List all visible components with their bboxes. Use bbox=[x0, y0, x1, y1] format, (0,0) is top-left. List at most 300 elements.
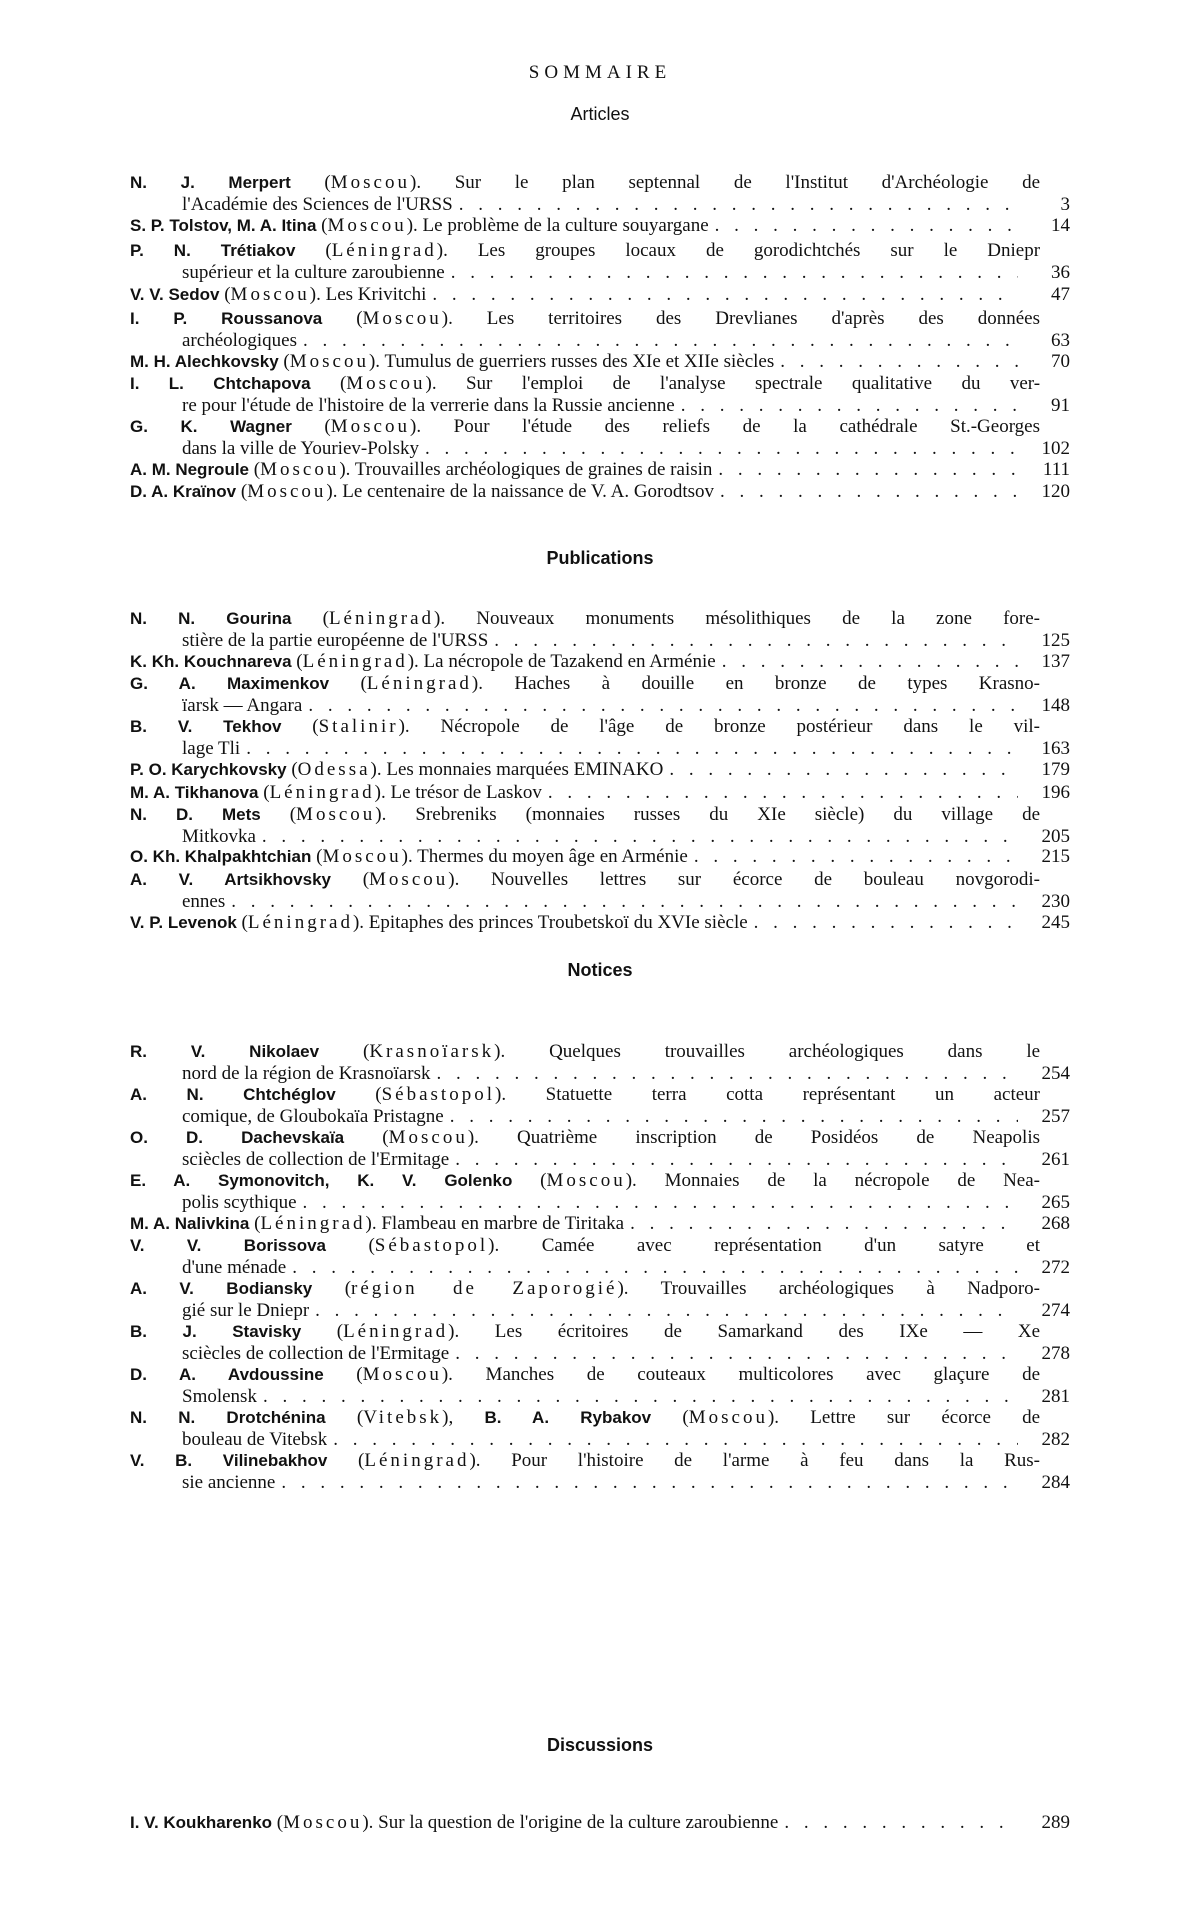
entry-continuation-line bbox=[130, 1386, 1070, 1408]
page-number: 120 bbox=[1041, 481, 1070, 502]
entry-city: Moscou bbox=[330, 416, 410, 437]
entry-text: A. V. Artsikhovsky (Moscou). Nouvelles lettres sur écorce de bouleau novgorodi- bbox=[130, 869, 1041, 890]
page-number: 254 bbox=[1041, 1062, 1070, 1084]
entry-text: M. H. Alechkovsky (Moscou). Tumulus de guerriers russes des XIe et XIIe siècles bbox=[130, 351, 775, 372]
entry-text: V. P. Levenok (Léningrad). Epitaphes des princes Troubetskoï du XVIe siècle bbox=[130, 912, 748, 933]
entry-text: N. J. Merpert (Moscou). Sur le plan septennal de l'Institut d'Archéologie de bbox=[130, 172, 1041, 193]
entry-city: Léningrad bbox=[364, 1450, 470, 1471]
entry-text: I. P. Roussanova (Moscou). Les territoires des Drevlianes d'après des données bbox=[130, 308, 1041, 329]
entry-title-continued: polis scythique bbox=[182, 1191, 297, 1213]
page-number: 281 bbox=[1041, 1385, 1070, 1407]
entry-text: V. B. Vilinebakhov (Léningrad). Pour l'histoire de l'arme à feu dans la Rus- bbox=[130, 1450, 1041, 1471]
entry-title-continued: sciècles de collection de l'Ermitage bbox=[182, 1148, 450, 1170]
entry-city: Stalinir bbox=[318, 716, 399, 737]
entry-city: Moscou bbox=[296, 804, 376, 825]
dot-leader bbox=[303, 1192, 1018, 1214]
page-number: 179 bbox=[1041, 759, 1070, 780]
toc-entry[interactable] bbox=[130, 1278, 1070, 1321]
entry-title: Camée avec représentation d'un satyre et bbox=[541, 1235, 1041, 1256]
dot-leader bbox=[432, 284, 1018, 306]
page-number: 70 bbox=[1051, 351, 1070, 372]
entry-text: P. N. Trétiakov (Léningrad). Les groupes locaux de gorodichtchés sur le Dniepr bbox=[130, 240, 1041, 261]
section-heading: Articles bbox=[570, 104, 630, 124]
entry-title-continued: ïarsk — Angara bbox=[182, 694, 303, 716]
dot-leader bbox=[292, 1257, 1018, 1279]
entry-title: Lettre sur écorce de bbox=[810, 1407, 1041, 1428]
entry-title: Tumulus de guerriers russes des XIe et XIIe siècles bbox=[384, 351, 775, 372]
entry-author: V. V. Borissova bbox=[130, 1236, 327, 1255]
entry-text: S. P. Tolstov, M. A. Itina (Moscou). Le problème de la culture souyargane bbox=[130, 215, 709, 236]
entry-author: S. P. Tolstov, M. A. Itina bbox=[130, 216, 317, 235]
entry-city: Odessa bbox=[297, 759, 371, 780]
page-number: 148 bbox=[1041, 694, 1070, 716]
entry-text: K. Kh. Kouchnareva (Léningrad). La nécropole de Tazakend en Arménie bbox=[130, 651, 716, 672]
toc-entry[interactable] bbox=[130, 1407, 1070, 1450]
entry-first-line bbox=[130, 215, 1070, 237]
page-number: 111 bbox=[1042, 459, 1070, 480]
entry-city: Moscou bbox=[289, 351, 369, 372]
entry-author: O. D. Dachevskaïa bbox=[130, 1128, 345, 1147]
entry-author: D. A. Avdoussine bbox=[130, 1365, 324, 1384]
entry-title: Statuette terra cotta représentant un acteur bbox=[545, 1084, 1041, 1105]
entry-title-continued: Smolensk bbox=[182, 1385, 257, 1407]
dot-leader bbox=[630, 1213, 1018, 1235]
entry-first-line bbox=[130, 373, 1070, 395]
page-number: 14 bbox=[1051, 215, 1070, 236]
page-number: 284 bbox=[1041, 1471, 1070, 1493]
entry-first-line bbox=[130, 846, 1070, 868]
entry-first-line bbox=[130, 1213, 1070, 1235]
dot-leader bbox=[784, 1812, 1018, 1834]
entry-title: Pour l'histoire de l'arme à feu dans la Rus- bbox=[511, 1450, 1041, 1471]
toc-entry[interactable] bbox=[130, 1170, 1070, 1213]
toc-entry[interactable] bbox=[130, 1364, 1070, 1407]
dot-leader bbox=[681, 395, 1018, 417]
page-number: 245 bbox=[1041, 912, 1070, 933]
entry-text: B. V. Tekhov (Stalinir). Nécropole de l'âge de bronze postérieur dans le vil- bbox=[130, 716, 1041, 737]
entry-text: E. A. Symonovitch, K. V. Golenko (Moscou). Monnaies de la nécropole de Nea- bbox=[130, 1170, 1040, 1191]
entry-title: Manches de couteaux multicolores avec glaçure de bbox=[485, 1364, 1040, 1385]
page-number: 215 bbox=[1041, 846, 1070, 867]
entry-text: N. D. Mets (Moscou). Srebreniks (monnaies russes du XIe siècle) du village de bbox=[130, 804, 1041, 825]
entry-city: Moscou bbox=[688, 1407, 768, 1428]
page-number: 196 bbox=[1041, 782, 1070, 803]
entry-first-line bbox=[130, 416, 1070, 438]
toc-entry[interactable] bbox=[130, 1812, 1070, 1834]
dot-leader bbox=[722, 651, 1018, 673]
entry-author: B. A. Rybakov bbox=[484, 1408, 652, 1427]
entry-title: Quatrième inscription de Posidéos de Neapolis bbox=[517, 1127, 1041, 1148]
entry-first-line bbox=[130, 759, 1070, 781]
dot-leader bbox=[262, 826, 1018, 848]
page-number: 261 bbox=[1041, 1148, 1070, 1170]
entry-author: M. H. Alechkovsky bbox=[130, 352, 279, 371]
entry-city: Sébastopol bbox=[374, 1235, 489, 1256]
page-number: 36 bbox=[1051, 261, 1070, 283]
entry-title: Quelques trouvailles archéologiques dans le bbox=[549, 1041, 1041, 1062]
entry-title: Trouvailles archéologiques de graines de raisin bbox=[354, 459, 713, 480]
entry-author: I. L. Chtchapova bbox=[130, 374, 311, 393]
entry-author: A. N. Chtchéglov bbox=[130, 1085, 336, 1104]
entry-text: D. A. Kraïnov (Moscou). Le centenaire de la naissance de V. A. Gorodtsov bbox=[130, 481, 715, 502]
entry-author: B. V. Tekhov bbox=[130, 717, 282, 736]
toc-entry[interactable] bbox=[130, 1084, 1070, 1127]
entry-continuation-line bbox=[130, 1429, 1070, 1451]
page-number: 278 bbox=[1041, 1342, 1070, 1364]
entry-city: Moscou bbox=[369, 869, 449, 890]
entry-city: Moscou bbox=[260, 459, 340, 480]
entry-first-line bbox=[130, 1127, 1070, 1149]
entry-first-line bbox=[130, 1170, 1070, 1192]
dot-leader bbox=[715, 215, 1018, 237]
entry-city: Krasnoïarsk bbox=[369, 1041, 495, 1062]
section-heading: Publications bbox=[546, 548, 654, 568]
entry-first-line bbox=[130, 481, 1070, 503]
toc-entry[interactable] bbox=[130, 1041, 1070, 1084]
toc-entry[interactable] bbox=[130, 673, 1070, 716]
entry-author: R. V. Nikolaev bbox=[130, 1042, 320, 1061]
entry-first-line bbox=[130, 172, 1070, 194]
entry-city: Sébastopol bbox=[381, 1084, 495, 1105]
entry-author: K. Kh. Kouchnareva bbox=[130, 652, 292, 671]
page-number: 265 bbox=[1041, 1191, 1070, 1213]
entry-title: Thermes du moyen âge en Arménie bbox=[417, 846, 688, 867]
entry-first-line bbox=[130, 1321, 1070, 1343]
entry-title: Les territoires des Drevlianes d'après des données bbox=[486, 308, 1041, 329]
page-number: 230 bbox=[1041, 890, 1070, 912]
entry-first-line bbox=[130, 1407, 1070, 1429]
toc-entry[interactable] bbox=[130, 215, 1070, 237]
entry-city: Léningrad bbox=[269, 782, 375, 803]
page-number: 257 bbox=[1041, 1105, 1070, 1127]
dot-leader bbox=[333, 1429, 1018, 1451]
entry-title: Le problème de la culture souyargane bbox=[422, 215, 709, 236]
entry-title: Nouveaux monuments mésolithiques de la zone fore- bbox=[476, 608, 1041, 629]
entry-city: Moscou bbox=[283, 1812, 363, 1833]
entry-author: V. V. Sedov bbox=[130, 285, 220, 304]
toc-entry[interactable] bbox=[130, 172, 1070, 215]
entry-author: N. N. Gourina bbox=[130, 609, 292, 628]
entry-text: G. K. Wagner (Moscou). Pour l'étude des reliefs de la cathédrale St.-Georges bbox=[130, 416, 1041, 437]
entry-author: V. B. Vilinebakhov bbox=[130, 1451, 328, 1470]
entry-continuation-line bbox=[130, 438, 1070, 460]
toc-entry[interactable] bbox=[130, 284, 1070, 306]
page-number: 102 bbox=[1041, 437, 1070, 459]
toc-entry[interactable] bbox=[130, 716, 1070, 759]
entry-text: I. V. Koukharenko (Moscou). Sur la question de l'origine de la culture zaroubienne bbox=[130, 1812, 779, 1833]
entry-continuation-line bbox=[130, 826, 1070, 848]
entry-title-continued: d'une ménade bbox=[182, 1256, 287, 1278]
toc-entry[interactable] bbox=[130, 1450, 1070, 1493]
entry-city: Léningrad bbox=[331, 240, 437, 261]
entry-title-continued: nord de la région de Krasnoïarsk bbox=[182, 1062, 431, 1084]
toc-entry[interactable] bbox=[130, 351, 1070, 373]
entry-author: V. P. Levenok bbox=[130, 913, 237, 932]
entry-city: Moscou bbox=[327, 215, 407, 236]
entry-title-continued: dans la ville de Youriev-Polsky bbox=[182, 437, 419, 459]
entry-continuation-line bbox=[130, 738, 1070, 760]
entry-text: A. M. Negroule (Moscou). Trouvailles archéologiques de graines de raisin bbox=[130, 459, 713, 480]
entry-title: Trouvailles archéologiques à Nadporo- bbox=[660, 1278, 1041, 1299]
page-number: 274 bbox=[1041, 1299, 1070, 1321]
entry-author: I. V. Koukharenko bbox=[130, 1813, 273, 1832]
entry-first-line bbox=[130, 284, 1070, 306]
entry-continuation-line bbox=[130, 1149, 1070, 1171]
dot-leader bbox=[437, 1063, 1018, 1085]
entry-first-line bbox=[130, 912, 1070, 934]
toc-entry[interactable] bbox=[130, 869, 1070, 912]
dot-leader bbox=[754, 912, 1018, 934]
toc-entry[interactable] bbox=[130, 651, 1070, 673]
entry-first-line bbox=[130, 308, 1070, 330]
entry-title: Pour l'étude des reliefs de la cathédrale St.-Georges bbox=[453, 416, 1041, 437]
dot-leader bbox=[455, 1343, 1018, 1365]
entry-continuation-line bbox=[130, 1106, 1070, 1128]
entry-continuation-line bbox=[130, 262, 1070, 284]
entry-title: Epitaphes des princes Troubetskoï du XVIe siècle bbox=[368, 912, 748, 933]
entry-first-line bbox=[130, 651, 1070, 673]
page-number: 289 bbox=[1041, 1812, 1070, 1833]
entry-author: D. A. Kraïnov bbox=[130, 482, 237, 501]
entry-author: G. A. Maximenkov bbox=[130, 674, 330, 693]
entry-title: Les Krivitchi bbox=[325, 284, 427, 305]
entry-title-continued: re pour l'étude de l'histoire de la verrerie dans la Russie ancienne bbox=[182, 394, 675, 416]
entry-city: Moscou bbox=[362, 1364, 442, 1385]
dot-leader bbox=[694, 846, 1018, 868]
entry-title-continued: comique, de Gloubokaïa Pristagne bbox=[182, 1105, 444, 1127]
entry-city: Moscou bbox=[546, 1170, 626, 1191]
page-number: 282 bbox=[1041, 1428, 1070, 1450]
entry-continuation-line bbox=[130, 891, 1070, 913]
entry-author: B. J. Stavisky bbox=[130, 1322, 302, 1341]
entry-text: I. L. Chtchapova (Moscou). Sur l'emploi de l'analyse spectrale qualitative du ver- bbox=[130, 373, 1041, 394]
entry-author: A. M. Negroule bbox=[130, 460, 250, 479]
entry-author: N. N. Drotchénina bbox=[130, 1408, 326, 1427]
entry-city: Moscou bbox=[330, 172, 410, 193]
entry-first-line bbox=[130, 240, 1070, 262]
entry-city: Léningrad bbox=[328, 608, 435, 629]
entry-text: A. V. Bodiansky (région de Zaporogié). Trouvailles archéologiques à Nadporo- bbox=[130, 1278, 1041, 1299]
entry-city: Léningrad bbox=[366, 673, 472, 694]
entry-title-continued: ennes bbox=[182, 890, 226, 912]
entry-title: Les groupes locaux de gorodichtchés sur le Dniepr bbox=[477, 240, 1041, 261]
entry-author: N. J. Merpert bbox=[130, 173, 291, 192]
entry-author: G. K. Wagner bbox=[130, 417, 292, 436]
entry-first-line bbox=[130, 608, 1070, 630]
toc-entry[interactable] bbox=[130, 373, 1070, 416]
entry-title-continued: gié sur le Dniepr bbox=[182, 1299, 310, 1321]
dot-leader bbox=[780, 351, 1018, 373]
entry-first-line bbox=[130, 1278, 1070, 1300]
entry-continuation-line bbox=[130, 1192, 1070, 1214]
entry-text: V. V. Sedov (Moscou). Les Krivitchi bbox=[130, 284, 427, 305]
dot-leader bbox=[720, 481, 1018, 503]
toc-entry[interactable] bbox=[130, 846, 1070, 868]
page-number: 3 bbox=[1060, 193, 1070, 215]
entry-text: A. N. Chtchéglov (Sébastopol). Statuette terra cotta représentant un acteur bbox=[130, 1084, 1041, 1105]
entry-first-line bbox=[130, 1235, 1070, 1257]
entry-title-continued: l'Académie des Sciences de l'URSS bbox=[182, 193, 453, 215]
entry-title: Les monnaies marquées EMINAKO bbox=[386, 759, 664, 780]
entry-continuation-line bbox=[130, 1343, 1070, 1365]
entry-text: R. V. Nikolaev (Krasnoïarsk). Quelques trouvailles archéologiques dans le bbox=[130, 1041, 1041, 1062]
entry-text: P. O. Karychkovsky (Odessa). Les monnaies marquées EMINAKO bbox=[130, 759, 664, 780]
entry-continuation-line bbox=[130, 194, 1070, 216]
dot-leader bbox=[548, 782, 1018, 804]
dot-leader bbox=[425, 438, 1018, 460]
entry-author: A. V. Artsikhovsky bbox=[130, 870, 331, 889]
page-number: 125 bbox=[1041, 629, 1070, 651]
toc-entry[interactable] bbox=[130, 759, 1070, 781]
entry-continuation-line bbox=[130, 1257, 1070, 1279]
dot-leader bbox=[450, 1106, 1018, 1128]
entry-continuation-line bbox=[130, 1300, 1070, 1322]
dot-leader bbox=[455, 1149, 1018, 1171]
page-title: SOMMAIRE bbox=[528, 62, 672, 83]
page-number: 47 bbox=[1051, 284, 1070, 305]
entry-author: N. D. Mets bbox=[130, 805, 261, 824]
dot-leader bbox=[263, 1386, 1018, 1408]
entry-title-continued: archéologiques bbox=[182, 329, 298, 351]
entry-text: O. D. Dachevskaïa (Moscou). Quatrième inscription de Posidéos de Neapolis bbox=[130, 1127, 1041, 1148]
toc-entry[interactable] bbox=[130, 912, 1070, 934]
dot-leader bbox=[303, 330, 1018, 352]
entry-author: A. V. Bodiansky bbox=[130, 1279, 313, 1298]
section-heading: Discussions bbox=[546, 1735, 654, 1755]
entry-title: Les écritoires de Samarkand des IXe — Xe bbox=[494, 1321, 1041, 1342]
entry-city: Moscou bbox=[322, 846, 402, 867]
entry-text: V. V. Borissova (Sébastopol). Camée avec représentation d'un satyre et bbox=[130, 1235, 1041, 1256]
entry-continuation-line bbox=[130, 395, 1070, 417]
entry-title: Flambeau en marbre de Tiritaka bbox=[381, 1213, 625, 1234]
entry-city: Moscou bbox=[247, 481, 327, 502]
entry-author: I. P. Roussanova bbox=[130, 309, 323, 328]
entry-city: Léningrad bbox=[302, 651, 408, 672]
page-number: 205 bbox=[1041, 825, 1070, 847]
entry-first-line bbox=[130, 1450, 1070, 1472]
toc-entry[interactable] bbox=[130, 1213, 1070, 1235]
entry-title-continued: bouleau de Vitebsk bbox=[182, 1428, 328, 1450]
toc-entry[interactable] bbox=[130, 1127, 1070, 1170]
entry-title: Haches à douille en bronze de types Krasno- bbox=[514, 673, 1041, 694]
entry-city: Moscou bbox=[388, 1127, 468, 1148]
entry-first-line bbox=[130, 1812, 1070, 1834]
dot-leader bbox=[231, 891, 1018, 913]
page-number: 268 bbox=[1041, 1213, 1070, 1234]
entry-author: E. A. Symonovitch, K. V. Golenko bbox=[130, 1171, 513, 1190]
entry-author: O. Kh. Khalpakhtchian bbox=[130, 847, 312, 866]
entry-text: N. N. Gourina (Léningrad). Nouveaux monuments mésolithiques de la zone fore- bbox=[130, 608, 1041, 629]
toc-entry[interactable] bbox=[130, 1321, 1070, 1364]
entry-text: M. A. Nalivkina (Léningrad). Flambeau en marbre de Tiritaka bbox=[130, 1213, 625, 1234]
dot-leader bbox=[718, 459, 1018, 481]
entry-first-line bbox=[130, 1084, 1070, 1106]
entry-title-continued: sie ancienne bbox=[182, 1471, 276, 1493]
entry-first-line bbox=[130, 673, 1070, 695]
entry-continuation-line bbox=[130, 630, 1070, 652]
toc-entry[interactable] bbox=[130, 804, 1070, 847]
entry-text: B. J. Stavisky (Léningrad). Les écritoires de Samarkand des IXe — Xe bbox=[130, 1321, 1041, 1342]
entry-author: P. N. Trétiakov bbox=[130, 241, 296, 260]
dot-leader bbox=[494, 630, 1018, 652]
dot-leader bbox=[308, 695, 1018, 717]
dot-leader bbox=[281, 1472, 1018, 1494]
entry-author: M. A. Nalivkina bbox=[130, 1214, 250, 1233]
entry-title-continued: supérieur et la culture zaroubienne bbox=[182, 261, 445, 283]
section-heading: Notices bbox=[567, 960, 633, 980]
entry-title-continued: sciècles de collection de l'Ermitage bbox=[182, 1342, 450, 1364]
entry-title: Le trésor de Laskov bbox=[390, 782, 542, 803]
entry-text: G. A. Maximenkov (Léningrad). Haches à douille en bronze de types Krasno- bbox=[130, 673, 1041, 694]
entry-author: M. A. Tikhanova bbox=[130, 783, 259, 802]
page-number: 163 bbox=[1041, 737, 1070, 759]
entry-continuation-line bbox=[130, 1472, 1070, 1494]
entry-first-line bbox=[130, 804, 1070, 826]
toc-entry[interactable] bbox=[130, 1235, 1070, 1278]
dot-leader bbox=[451, 262, 1018, 284]
entry-title: Le centenaire de la naissance de V. A. Gorodtsov bbox=[342, 481, 715, 502]
entry-title: Nécropole de l'âge de bronze postérieur dans le vil- bbox=[440, 716, 1041, 737]
entry-continuation-line bbox=[130, 330, 1070, 352]
page-number: 137 bbox=[1041, 651, 1070, 672]
entry-first-line bbox=[130, 1364, 1070, 1386]
toc-entry[interactable] bbox=[130, 240, 1070, 283]
entry-title: Sur l'emploi de l'analyse spectrale qualitative du ver- bbox=[465, 373, 1041, 394]
entry-title: La nécropole de Tazakend en Arménie bbox=[423, 651, 716, 672]
entry-first-line bbox=[130, 351, 1070, 373]
entry-author: P. O. Karychkovsky bbox=[130, 760, 287, 779]
page-number: 63 bbox=[1051, 329, 1070, 351]
toc-entry[interactable] bbox=[130, 782, 1070, 804]
entry-city: Léningrad bbox=[343, 1321, 449, 1342]
entry-city: Moscou bbox=[346, 373, 426, 394]
entry-title-continued: lage Tli bbox=[182, 737, 241, 759]
dot-leader bbox=[246, 738, 1018, 760]
entry-text: O. Kh. Khalpakhtchian (Moscou). Thermes du moyen âge en Arménie bbox=[130, 846, 688, 867]
dot-leader bbox=[459, 194, 1018, 216]
entry-title: Monnaies de la nécropole de Nea- bbox=[664, 1170, 1040, 1191]
dot-leader bbox=[315, 1300, 1018, 1322]
entry-city: région de Zaporogié bbox=[351, 1278, 618, 1299]
entry-text: M. A. Tikhanova (Léningrad). Le trésor de Laskov bbox=[130, 782, 542, 803]
entry-city: Moscou bbox=[230, 284, 310, 305]
toc-entry[interactable] bbox=[130, 416, 1070, 459]
entry-city: Vitebsk bbox=[363, 1407, 443, 1428]
toc-entry[interactable] bbox=[130, 481, 1070, 503]
entry-title-continued: Mitkovka bbox=[182, 825, 256, 847]
entry-first-line bbox=[130, 459, 1070, 481]
entry-text: D. A. Avdoussine (Moscou). Manches de couteaux multicolores avec glaçure de bbox=[130, 1364, 1040, 1385]
page-number: 91 bbox=[1051, 394, 1070, 416]
page-number: 272 bbox=[1041, 1256, 1070, 1278]
entry-continuation-line bbox=[130, 1063, 1070, 1085]
entry-text: N. N. Drotchénina (Vitebsk), B. A. Rybakov (Moscou). Lettre sur écorce de bbox=[130, 1407, 1041, 1428]
toc-entry[interactable] bbox=[130, 308, 1070, 351]
entry-first-line bbox=[130, 1041, 1070, 1063]
entry-title: Sur le plan septennal de l'Institut d'Archéologie de bbox=[454, 172, 1041, 193]
toc-entry[interactable] bbox=[130, 608, 1070, 651]
toc-entry[interactable] bbox=[130, 459, 1070, 481]
entry-title: Srebreniks (monnaies russes du XIe siècle) du village de bbox=[415, 804, 1041, 825]
entry-title: Sur la question de l'origine de la culture zaroubienne bbox=[378, 1812, 779, 1833]
entry-title-continued: stière de la partie européenne de l'URSS bbox=[182, 629, 489, 651]
entry-city: Léningrad bbox=[260, 1213, 366, 1234]
entry-first-line bbox=[130, 716, 1070, 738]
entry-continuation-line bbox=[130, 695, 1070, 717]
entry-title: Nouvelles lettres sur écorce de bouleau novgorodi- bbox=[491, 869, 1041, 890]
entry-first-line bbox=[130, 782, 1070, 804]
entry-first-line bbox=[130, 869, 1070, 891]
